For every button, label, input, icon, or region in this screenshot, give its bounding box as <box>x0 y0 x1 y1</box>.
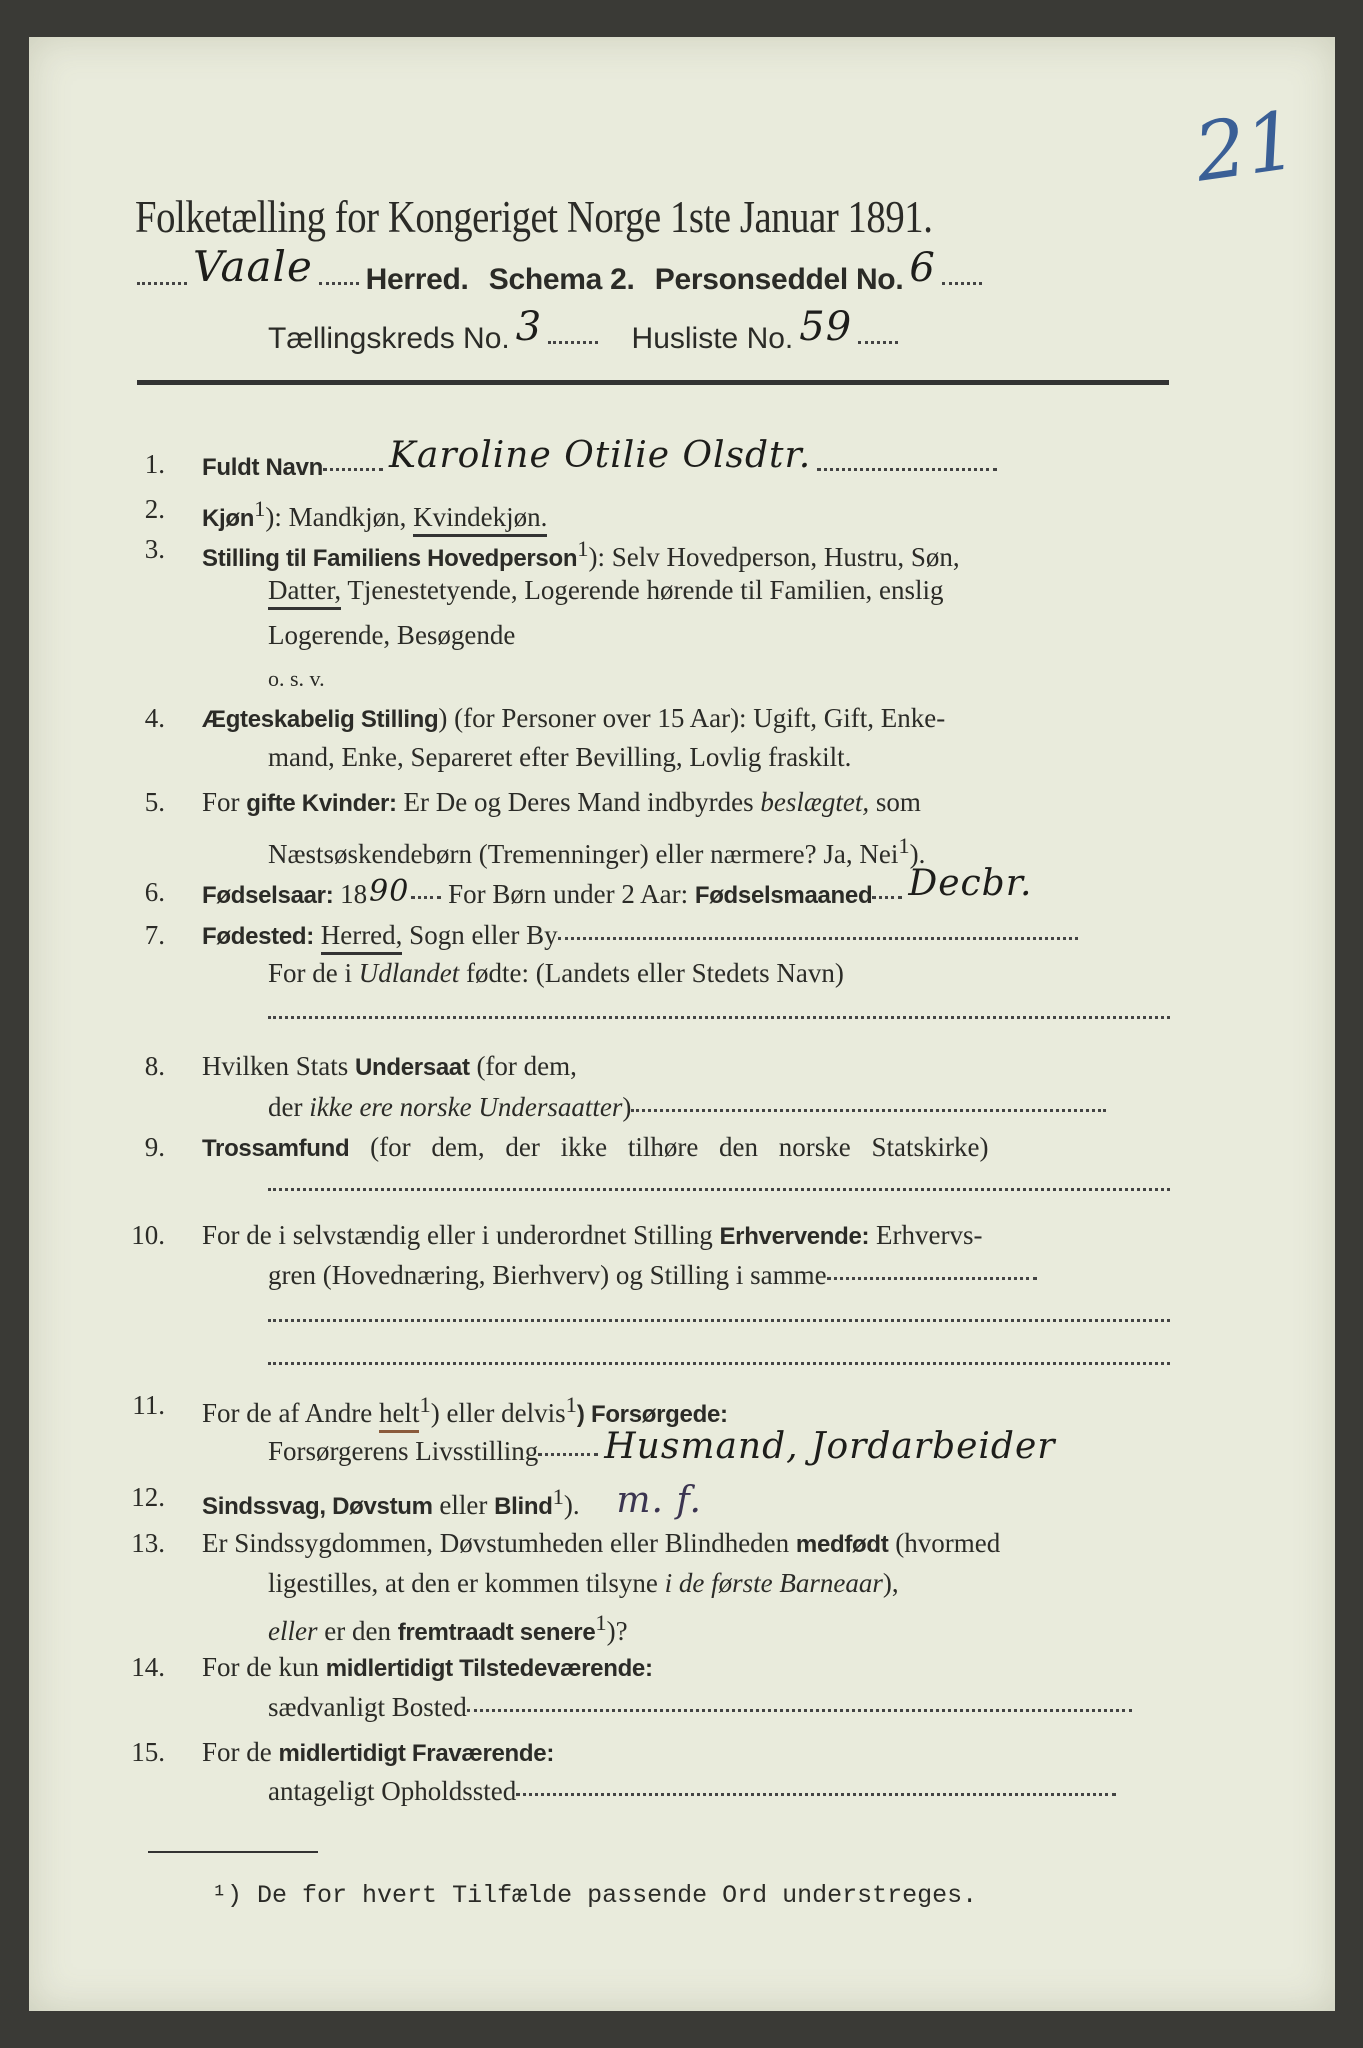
question-text: Erhvervs- <box>869 1220 983 1250</box>
question-label: Fødselsaar: <box>202 882 334 909</box>
question-label: Erhvervende: <box>719 1223 870 1250</box>
birth-month-answer: Decbr. <box>908 863 1033 904</box>
question-text: ikke ere norske Undersaatter <box>309 1092 623 1122</box>
question-text: eller <box>268 1616 318 1646</box>
item-10-line-2 <box>268 1258 1037 1292</box>
question-text: sædvanligt Bosted <box>268 1692 467 1722</box>
answer-dotted-line <box>268 1319 1170 1322</box>
schema-label: Schema 2. <box>488 263 635 296</box>
item-number: 7. <box>144 920 165 950</box>
kreds-row <box>268 304 898 356</box>
question-text: For de i <box>268 958 359 988</box>
herred-value: Vaale <box>193 242 313 291</box>
question-text: i de første Barneaar <box>664 1568 883 1598</box>
question-text: Er Sindssygdommen, Døvstumheden eller Blindheden <box>202 1528 796 1558</box>
question-text: For Børn under 2 Aar: <box>441 879 695 909</box>
footnote-ref: 1 <box>552 1484 564 1509</box>
item-15-line-2 <box>268 1774 1116 1808</box>
question-label: ) Forsørgede: <box>576 1401 728 1428</box>
selected-option: Herred, <box>321 920 403 955</box>
header-rule <box>137 380 1169 385</box>
item-5-line-2: Næstsøskendebørn (Tremenninger) eller nærmere? Ja, Nei$^1$). <box>268 833 926 869</box>
question-label: Stilling til Familiens Hovedperson <box>202 545 578 572</box>
question-text: Er De og Deres Mand indbyrdes <box>396 787 761 817</box>
footnote-ref: 1 <box>254 496 266 521</box>
full-name-answer: Karoline Otilie Olsdtr. <box>389 435 812 476</box>
question-text: Logerende, Besøgende <box>268 620 516 650</box>
item-14-line-2 <box>268 1690 1132 1724</box>
item-number: 13. <box>131 1528 165 1558</box>
question-text: ligestilles, at den er kommen tilsyne <box>268 1568 665 1598</box>
personseddel-value: 6 <box>909 245 936 291</box>
form-title: Folketælling for Kongeriget Norge 1ste Januar 1891. <box>135 192 933 242</box>
question-text: Udlandet <box>358 958 460 988</box>
personseddel-label: Personseddel No. <box>654 263 904 296</box>
item-3-line-2 <box>268 573 943 607</box>
footnote-ref: 1 <box>419 1392 431 1417</box>
question-text: For <box>202 787 247 817</box>
question-text: der <box>268 1092 310 1122</box>
archive-number: 21 <box>1189 93 1303 200</box>
item-number: 12. <box>131 1482 165 1512</box>
question-label: Trossamfund <box>202 1135 350 1162</box>
item-7-line-2 <box>268 956 844 990</box>
item-number: 11. <box>132 1390 165 1420</box>
item-number: 2. <box>144 494 165 524</box>
footnote-text: De for hvert Tilfælde passende Ord understreges. <box>257 1881 978 1910</box>
item-8-line-2: der ikke ere norske Undersaatter) <box>268 1090 1106 1124</box>
husliste-value: 59 <box>799 304 853 350</box>
answer-dotted-line <box>268 1188 1170 1191</box>
husliste-label: Husliste No. <box>631 322 794 355</box>
question-label: Undersaat <box>355 1054 470 1081</box>
question-text: eller <box>432 1490 495 1520</box>
question-text: fødte: (Landets eller Stedets Navn) <box>459 958 844 988</box>
item-number: 8. <box>144 1051 165 1081</box>
footnote <box>212 1879 977 1913</box>
question-text: Næstsøskendebørn (Tremenninger) eller nærmere? Ja, Nei <box>268 839 899 869</box>
footnote-ref: 1 <box>898 833 910 858</box>
kreds-label: Tællingskreds No. <box>268 322 510 355</box>
question-label: fremtraadt senere <box>397 1619 596 1646</box>
question-label: midlertidigt Fraværende: <box>278 1740 555 1767</box>
question-text: ), <box>882 1568 899 1598</box>
question-label: Ægteskabelig Stilling <box>202 706 439 733</box>
year-prefix: 18 <box>340 879 368 909</box>
question-label: Fødselsmaaned <box>694 882 873 909</box>
footnote-rule <box>148 1851 318 1853</box>
item-13-line-2 <box>268 1566 899 1600</box>
birth-year-answer: 90 <box>369 874 410 909</box>
question-text: (for dem, der ikke tilhøre den norske Statskirke) <box>349 1132 989 1162</box>
item-number: 15. <box>131 1737 165 1767</box>
question-label: Blind <box>494 1493 553 1520</box>
item-number: 14. <box>131 1652 165 1682</box>
selected-option: helt <box>379 1398 420 1433</box>
provider-occupation-answer: Husmand, Jordarbeider <box>604 1426 1056 1467</box>
disability-answer: m. f. <box>616 1480 702 1521</box>
question-text: beslægtet, <box>760 787 870 817</box>
question-label: Fuldt Navn <box>202 454 323 481</box>
herred-label: Herred. <box>365 263 469 296</box>
item-number: 3. <box>144 534 165 564</box>
footnote-ref: 1 <box>595 1610 607 1635</box>
question-text: (hvormed <box>888 1528 1001 1558</box>
question-text: o. s. v. <box>268 666 325 691</box>
question-text: ) (for Personer over 15 Aar): Ugift, Gift, Enke- <box>438 703 946 733</box>
question-text: Tjenestetyende, Logerende hørende til Familien, enslig <box>341 575 944 605</box>
question-label: Sindssvag, Døvstum <box>202 1493 433 1520</box>
question-label: gifte Kvinder: <box>246 790 397 817</box>
question-text: er den <box>317 1616 398 1646</box>
question-text: som <box>869 787 921 817</box>
answer-dotted-line <box>268 1362 1170 1365</box>
footnote-ref: 1 <box>577 536 589 561</box>
herred-row <box>137 242 982 297</box>
question-text: ) eller delvis <box>430 1398 566 1428</box>
question-text: For de af Andre <box>202 1398 379 1428</box>
item-11-line-2 <box>268 1426 1062 1468</box>
question-text: )? <box>606 1616 628 1646</box>
kreds-value: 3 <box>515 304 543 350</box>
item-number: 6. <box>144 877 165 907</box>
question-label: medfødt <box>795 1531 889 1558</box>
question-label: Kjøn <box>202 505 255 532</box>
question-text: ): Mandkjøn, <box>265 502 414 532</box>
question-text: For de kun <box>202 1652 326 1682</box>
selected-option: Datter, <box>268 575 341 610</box>
item-number: 10. <box>131 1220 165 1250</box>
question-text: Sogn eller By <box>402 920 558 950</box>
item-number: 5. <box>144 787 165 817</box>
question-text: For de <box>202 1737 279 1767</box>
question-text: For de i selvstændig eller i underordnet Stilling <box>202 1220 720 1250</box>
question-text: gren (Hovednæring, Bierhverv) og Stilling i samme <box>268 1260 827 1290</box>
question-text: mand, Enke, Separeret efter Bevilling, Lovlig fraskilt. <box>268 742 852 772</box>
item-13-line-3 <box>268 1606 628 1650</box>
question-text: (for dem, <box>469 1051 577 1081</box>
item-number: 9. <box>144 1132 165 1162</box>
question-text: ): Selv Hovedperson, Hustru, Søn, <box>588 542 960 572</box>
item-number: 4. <box>144 703 165 733</box>
question-label: midlertidigt Tilstedeværende: <box>325 1655 653 1682</box>
answer-dotted-line <box>268 1016 1170 1019</box>
question-text: Hvilken Stats <box>202 1051 355 1081</box>
question-label: Fødested: <box>202 923 314 950</box>
item-number: 1. <box>144 449 165 479</box>
question-text: Forsørgerens Livsstilling <box>268 1436 539 1466</box>
selected-option: Kvindekjøn. <box>413 502 547 537</box>
footnote-mark: ¹) <box>212 1881 243 1910</box>
question-text: antageligt Opholdssted <box>268 1776 517 1806</box>
footnote-ref: 1 <box>565 1392 577 1417</box>
